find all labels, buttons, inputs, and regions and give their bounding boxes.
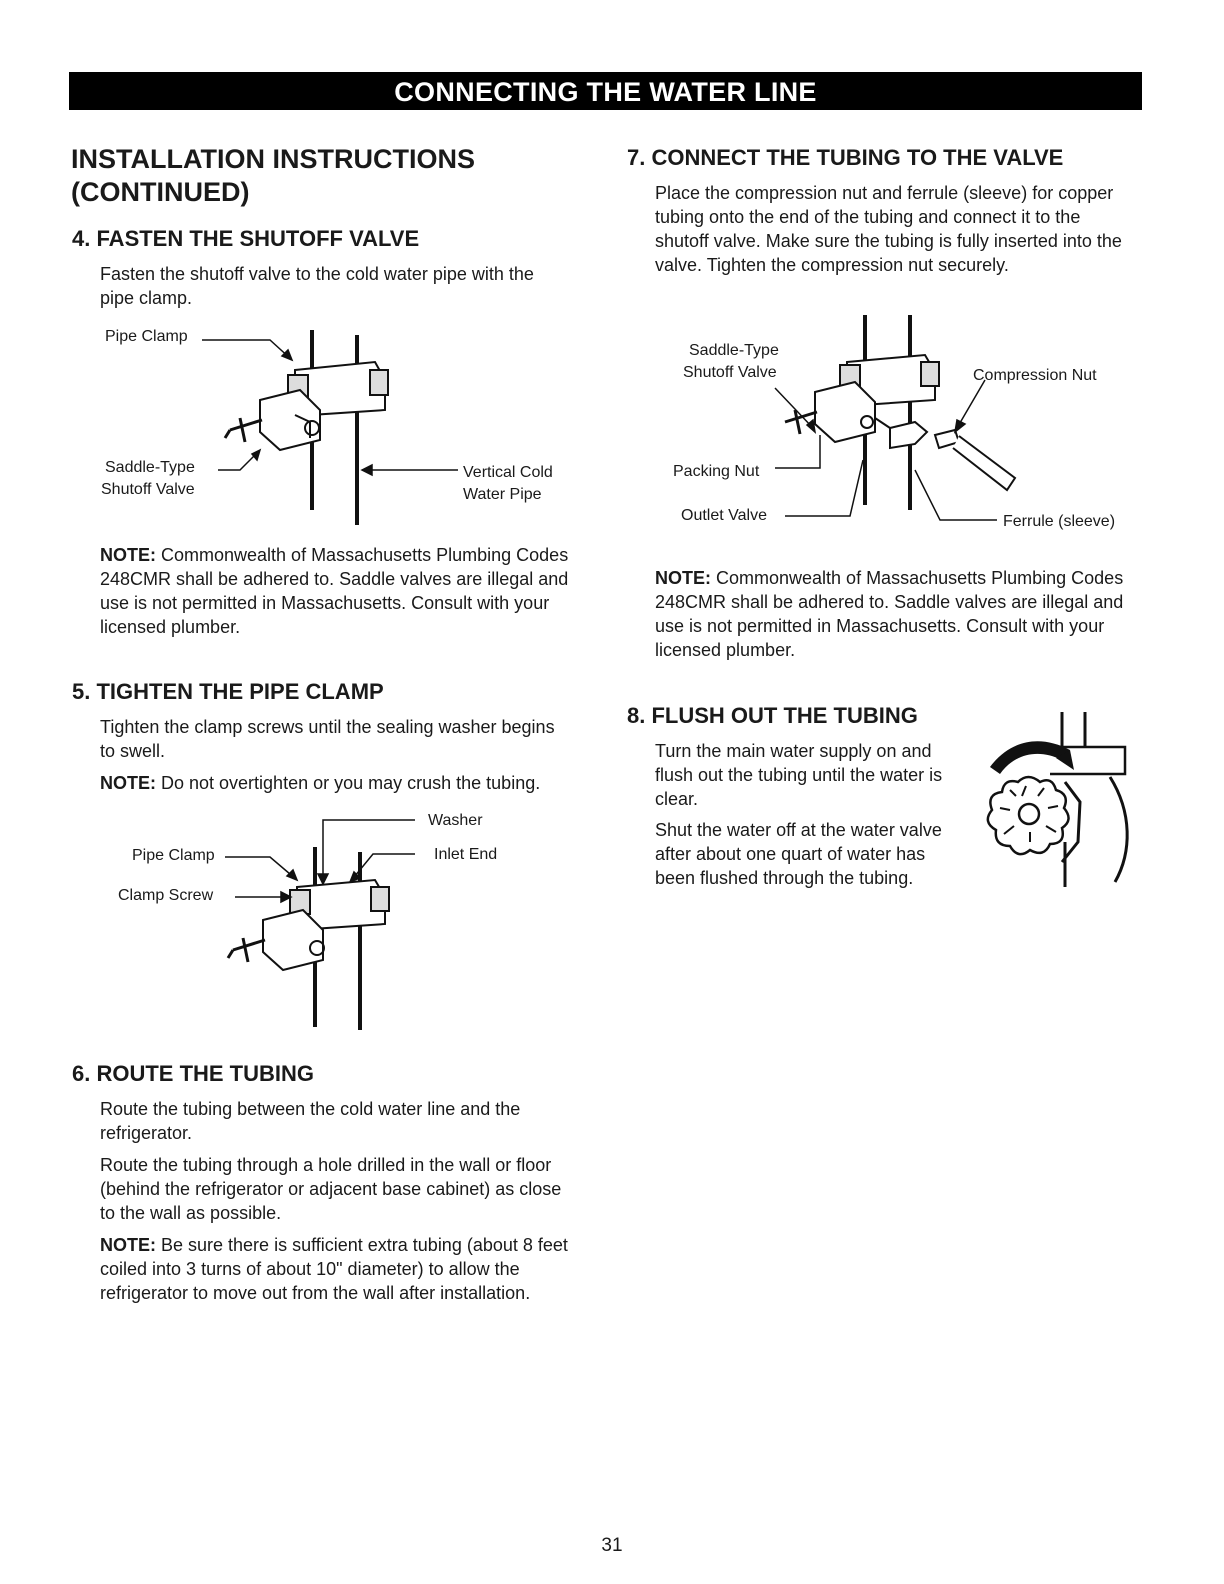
fig1-label-shutoff-valve: Shutoff Valve: [101, 481, 195, 498]
fig3-label-packing-nut: Packing Nut: [673, 463, 760, 480]
step7-heading: 7. CONNECT THE TUBING TO THE VALVE: [627, 145, 1064, 170]
step7-note-body: Commonwealth of Massachusetts Plumbing Codes 248CMR shall be adhered to. Saddle valves are illegal and use is not permitted in Massachusetts. Consult with your licensed plumber.: [655, 568, 1124, 660]
step7-note: [655, 566, 1135, 662]
step8-heading: 8. FLUSH OUT THE TUBING: [627, 703, 918, 728]
step4-heading: 4. FASTEN THE SHUTOFF VALVE: [72, 226, 420, 251]
fig3-label-outlet-valve: Outlet Valve: [681, 507, 767, 524]
fig3-label-compression-nut: Compression Nut: [973, 367, 1097, 384]
step6-body1: Route the tubing between the cold water line and the refrigerator.: [100, 1099, 521, 1143]
fig2-label-clamp-screw: Clamp Screw: [118, 887, 214, 904]
fig2-label-washer: Washer: [428, 812, 483, 829]
pipe-clamp-diagram: [225, 812, 425, 1032]
step7-body: Place the compression nut and ferrule (sleeve) for copper tubing onto the end of the tubing and connect it to the shutoff valve. Make sure the tubing is fully inserted into the valve. Tighten the compression nut securely.: [655, 183, 1122, 275]
step4-note-body: Commonwealth of Massachusetts Plumbing Codes 248CMR shall be adhered to. Saddle valves are illegal and use is not permitted in Massachusetts. Consult with your licensed plumber.: [100, 545, 569, 637]
step6-note: [100, 1233, 570, 1305]
fig1-label-water-pipe: Water Pipe: [463, 486, 542, 503]
step5-body: Tighten the clamp screws until the sealing washer begins to swell.: [100, 717, 555, 761]
step5-note: [100, 771, 590, 795]
step7-note-label: NOTE:: [655, 568, 711, 588]
step6-body2: Route the tubing through a hole drilled in the wall or floor (behind the refrigerator or adjacent base cabinet) as close to the wall as possible.: [100, 1155, 562, 1223]
tubing-connection-diagram: [775, 310, 1035, 520]
section-banner: CONNECTING THE WATER LINE: [69, 72, 1142, 110]
step8-body2: Shut the water off at the water valve after about one quart of water has been flushed through the tubing.: [655, 820, 942, 888]
fig1-label-pipe-clamp: Pipe Clamp: [105, 328, 188, 345]
fig2-label-inlet-end: Inlet End: [434, 846, 498, 863]
step5-note-label: NOTE:: [100, 773, 156, 793]
fig3-label-ferrule: Ferrule (sleeve): [1003, 513, 1116, 530]
fig3-label-shutoff-valve: Shutoff Valve: [683, 364, 777, 381]
water-valve-handle-diagram: [970, 712, 1140, 897]
step6-note-label: NOTE:: [100, 1235, 156, 1255]
step6-heading: 6. ROUTE THE TUBING: [72, 1061, 315, 1086]
main-title-line1: INSTALLATION INSTRUCTIONS: [71, 144, 475, 174]
fig1-label-saddle-type: Saddle-Type: [105, 459, 195, 476]
step5-note-body: Do not overtighten or you may crush the tubing.: [156, 773, 541, 793]
step4-note: [100, 543, 575, 639]
page-number: 31: [601, 1535, 623, 1556]
step5-heading: 5. TIGHTEN THE PIPE CLAMP: [72, 679, 384, 704]
step6-note-body: Be sure there is sufficient extra tubing (about 8 feet coiled into 3 turns of about 10" diameter) to allow the refrigerator to move out from the wall after installation.: [100, 1235, 568, 1303]
fig1-label-vertical-cold: Vertical Cold: [463, 464, 553, 481]
fig2-label-pipe-clamp: Pipe Clamp: [132, 847, 215, 864]
shutoff-valve-diagram: [200, 320, 460, 530]
step8-body1: Turn the main water supply on and flush out the tubing until the water is clear.: [655, 741, 943, 809]
main-title-line2: (CONTINUED): [71, 177, 250, 207]
step4-note-label: NOTE:: [100, 545, 156, 565]
fig3-label-saddle-type: Saddle-Type: [689, 342, 779, 359]
step4-body: Fasten the shutoff valve to the cold water pipe with the pipe clamp.: [100, 264, 534, 308]
